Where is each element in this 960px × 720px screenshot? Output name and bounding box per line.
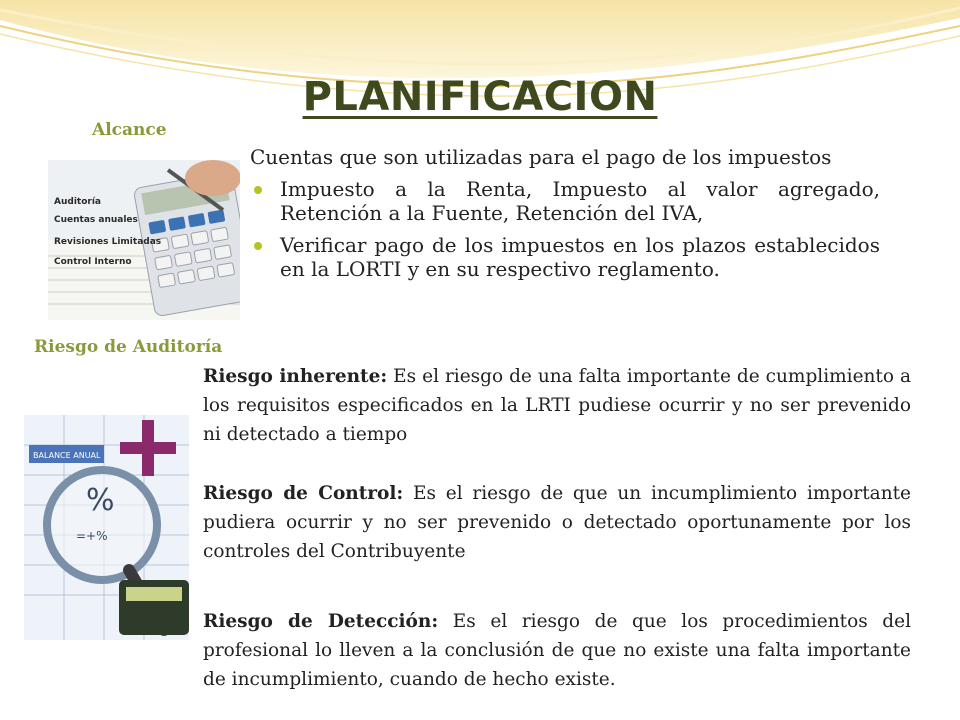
image-tag-control: Control Interno bbox=[54, 257, 132, 267]
list-item bbox=[250, 177, 880, 225]
slide-title: PLANIFICACION bbox=[302, 74, 658, 120]
riesgo-deteccion bbox=[203, 607, 911, 694]
riesgo-inherente bbox=[203, 362, 911, 449]
svg-text:=+%: =+% bbox=[76, 529, 108, 543]
bullet-icon bbox=[254, 242, 262, 250]
alcance-bullet-list bbox=[250, 145, 880, 289]
riesgo-term: Riesgo de Control: bbox=[203, 483, 404, 504]
riesgo-control bbox=[203, 479, 911, 566]
svg-text:%: % bbox=[86, 483, 115, 518]
riesgo-term: Riesgo inherente: bbox=[203, 366, 388, 387]
alcance-bullet-text: Verificar pago de los impuestos en los plazos establecidos en la LORTI y en su respectivo reglamento. bbox=[280, 233, 880, 281]
alcance-bullet-text: Impuesto a la Renta, Impuesto al valor agregado, Retención a la Fuente, Retención del IVA, bbox=[280, 177, 880, 225]
calculator-image bbox=[48, 160, 240, 320]
bullet-icon bbox=[254, 186, 262, 194]
riesgo-definition: Es el riesgo de una falta importante de cumplimiento a los requisitos especificados en la LRTI pudiese ocurrir y no ser prevenido ni detectado a tiempo bbox=[203, 366, 911, 445]
riesgo-definition: Es el riesgo de que un incumplimiento importante pudiera ocurrir y no ser prevenido o detectado oportunamente por los controles del Contribuyente bbox=[203, 483, 912, 562]
riesgo-term: Riesgo de Detección: bbox=[203, 611, 439, 632]
image-tag-cuentas: Cuentas anuales bbox=[54, 215, 138, 225]
image-tag-auditoria: Auditoría bbox=[54, 197, 101, 207]
alcance-label: Alcance bbox=[92, 120, 167, 140]
magnifier-image bbox=[24, 415, 189, 640]
riesgo-label: Riesgo de Auditoría bbox=[34, 337, 223, 357]
image-tag-balance: BALANCE ANUAL bbox=[33, 451, 101, 460]
image-tag-revisiones: Revisiones Limitadas bbox=[54, 237, 162, 247]
list-item bbox=[250, 233, 880, 281]
slide-title-wrap bbox=[0, 74, 960, 120]
riesgo-definition: Es el riesgo de que los procedimientos del profesional lo lleven a la conclusión de que no existe una falta importante de incumplimiento, cuando de hecho existe. bbox=[203, 611, 911, 690]
alcance-intro-text: Cuentas que son utilizadas para el pago de los impuestos bbox=[250, 145, 832, 169]
list-item bbox=[250, 145, 880, 169]
